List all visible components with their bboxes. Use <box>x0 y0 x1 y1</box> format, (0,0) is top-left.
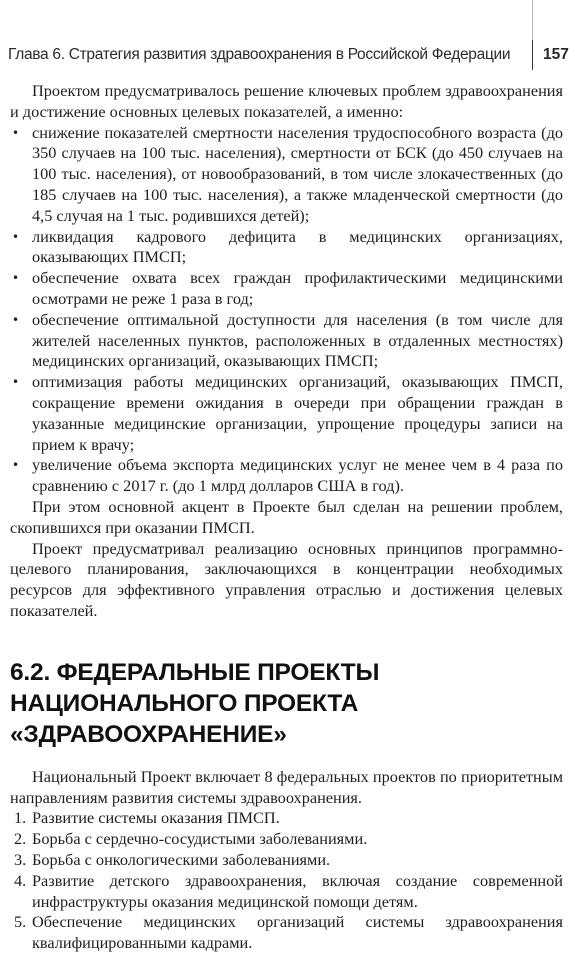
item-number: 1. <box>14 808 27 828</box>
list-item-text: снижение показателей смертности населения трудоспособного возраста (до 350 случаев на 100 тыс. населения), смертности от БСК (до 450 случаев на 100 тыс. населения), от новообразований, в том числе злокачественных (до 185 случаев на 100 тыс. населения), а также младенческой смертности (до 4,5 случая на 1 тыс. родившихся детей); <box>32 122 563 225</box>
body-paragraph-2: Проект предусматривал реализацию основных принципов программно-целевого планирования, заключающихся в концентрации необходимых ресурсов для эффективного управления отраслью и достижения целевых показателей. <box>10 538 563 620</box>
bullet-icon: • <box>12 125 20 140</box>
list-item-text: ликвидация кадрового дефицита в медицинских организациях, оказывающих ПМСП; <box>32 226 563 267</box>
chapter-title: Глава 6. Стратегия развития здравоохранения в Российской Федерации <box>8 46 511 63</box>
list-item <box>10 829 563 850</box>
list-item-text: Обеспечение медицинских организаций системы здравоохранения квалифицированными кадрами. <box>32 912 563 953</box>
list-item-text: увеличение объема экспорта медицинских услуг не менее чем в 4 раза по сравнению с 2017 г. (до 1 млрд долларов США в год). <box>32 455 563 496</box>
bullet-icon: • <box>12 458 20 473</box>
list-item-text: обеспечение охвата всех граждан профилактическими медицинскими осмотрами не реже 1 раза в год; <box>32 268 563 308</box>
list-item <box>10 268 563 310</box>
bullet-icon: • <box>12 312 20 327</box>
list-item <box>10 310 563 372</box>
list-item <box>10 871 563 913</box>
list-item <box>10 227 563 269</box>
bullet-icon: • <box>12 229 20 244</box>
list-item-text: Борьба с онкологическими заболеваниями. <box>32 849 331 869</box>
page-number: 157 <box>543 46 569 63</box>
intro-paragraph: Проектом предусматривалось решение ключевых проблем здравоохранения и достижение основных целевых показателей, а именно: <box>10 81 563 121</box>
item-number: 4. <box>14 870 27 890</box>
list-item <box>10 372 563 455</box>
list-item <box>10 850 563 871</box>
running-header <box>0 40 575 70</box>
header-divider <box>532 40 533 70</box>
list-item <box>10 912 563 954</box>
list-item-text: оптимизация работы медицинских организаций, оказывающих ПМСП, сокращение времени ожидания в очереди при обращении граждан в указанные медицинские организации, упрощение процедуры записи на прием к врачу; <box>32 372 563 454</box>
goals-list <box>10 123 563 497</box>
list-item-text: обеспечение оптимальной доступности для населения (в том числе для жителей населенных пунктов, расположенных в отдаленных местностях) медицинских организаций, оказывающих ПМСП; <box>32 309 563 371</box>
list-item-text: Борьба с сердечно-сосудистыми заболеваниями. <box>32 829 368 849</box>
list-item-text: Развитие системы оказания ПМСП. <box>32 808 280 828</box>
list-item-text: Развитие детского здравоохранения, включая создание современной инфраструктуры оказания медицинской помощи детям. <box>32 870 563 911</box>
bullet-icon: • <box>12 271 20 286</box>
federal-projects-list <box>10 808 563 954</box>
page-body <box>10 81 563 954</box>
item-number: 5. <box>14 912 27 932</box>
body-paragraph-1: При этом основной акцент в Проекте был сделан на решении проблем, скопившихся при оказании ПМСП. <box>10 496 563 537</box>
top-divider <box>532 0 533 40</box>
list-item <box>10 123 563 227</box>
bullet-icon: • <box>12 375 20 390</box>
item-number: 3. <box>14 849 27 869</box>
section-heading: 6.2. ФЕДЕРАЛЬНЫЕ ПРОЕКТЫ НАЦИОНАЛЬНОГО ПРОЕКТА «ЗДРАВООХРАНЕНИЕ» <box>10 658 380 748</box>
list-item <box>10 455 563 497</box>
section-intro: Национальный Проект включает 8 федеральных проектов по приоритетным направлениям развития системы здравоохранения. <box>10 766 563 807</box>
list-item <box>10 808 563 829</box>
item-number: 2. <box>14 829 27 849</box>
